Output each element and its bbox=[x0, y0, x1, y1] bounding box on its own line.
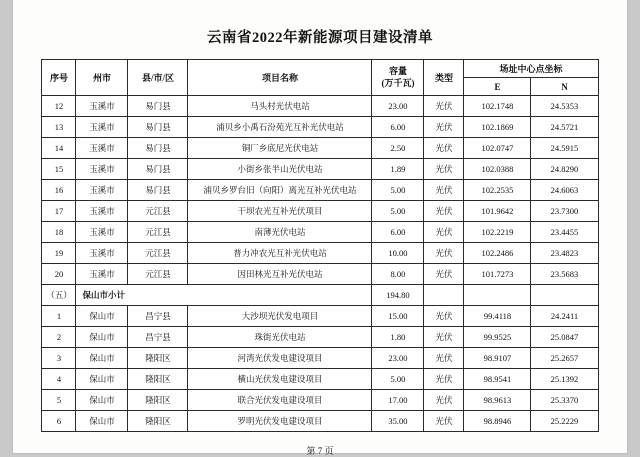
cell-coord-n: 24.6063 bbox=[531, 180, 598, 201]
capacity-label-line2: (万千瓦) bbox=[381, 77, 415, 88]
cell-coord-n: 25.3370 bbox=[531, 390, 598, 411]
cell-type: 光伏 bbox=[424, 306, 464, 327]
subtotal-row bbox=[42, 285, 598, 306]
cell-coord-e: 98.9613 bbox=[464, 390, 531, 411]
cell-capacity: 35.00 bbox=[372, 411, 424, 432]
cell-seq: 5 bbox=[42, 390, 76, 411]
cell-type: 光伏 bbox=[424, 327, 464, 348]
cell-type: 光伏 bbox=[424, 243, 464, 264]
cell-coord-n: 25.2229 bbox=[531, 411, 598, 432]
col-header-coords-group: 场址中心点坐标 bbox=[464, 60, 598, 78]
cell-coord-e: 101.9642 bbox=[464, 201, 531, 222]
cell-seq: 19 bbox=[42, 243, 76, 264]
cell-prefecture: 玉溪市 bbox=[76, 117, 128, 138]
cell-subtotal-capacity: 194.80 bbox=[372, 285, 424, 306]
cell-subtotal-coord-n bbox=[531, 285, 598, 306]
cell-coord-n: 23.5683 bbox=[531, 264, 598, 285]
col-header-project-name: 项目名称 bbox=[188, 60, 372, 96]
cell-capacity: 5.00 bbox=[372, 201, 424, 222]
cell-coord-e: 102.0388 bbox=[464, 159, 531, 180]
page-number: 第 7 页 bbox=[306, 446, 334, 456]
cell-project-name: 珠街光伏电站 bbox=[188, 327, 372, 348]
table-row bbox=[42, 327, 598, 348]
cell-project-name: 普力冲农光互补光伏电站 bbox=[188, 243, 372, 264]
document-page bbox=[13, 0, 627, 456]
cell-coord-n: 24.5915 bbox=[531, 138, 598, 159]
table-row bbox=[42, 411, 598, 432]
cell-coord-e: 102.2486 bbox=[464, 243, 531, 264]
cell-type: 光伏 bbox=[424, 222, 464, 243]
cell-seq: 18 bbox=[42, 222, 76, 243]
cell-county: 昌宁县 bbox=[128, 306, 188, 327]
cell-county: 易门县 bbox=[128, 117, 188, 138]
cell-type: 光伏 bbox=[424, 201, 464, 222]
cell-coord-e: 102.1748 bbox=[464, 96, 531, 117]
cell-prefecture: 保山市 bbox=[76, 348, 128, 369]
table-row bbox=[42, 264, 598, 285]
cell-coord-e: 99.4118 bbox=[464, 306, 531, 327]
cell-capacity: 15.00 bbox=[372, 306, 424, 327]
cell-subtotal-label: 保山市小计 bbox=[76, 285, 372, 306]
cell-type: 光伏 bbox=[424, 264, 464, 285]
cell-coord-n: 24.5353 bbox=[531, 96, 598, 117]
cell-coord-e: 98.9541 bbox=[464, 369, 531, 390]
cell-county: 隆阳区 bbox=[128, 411, 188, 432]
table-row bbox=[42, 222, 598, 243]
table-row bbox=[42, 117, 598, 138]
cell-type: 光伏 bbox=[424, 117, 464, 138]
project-list-table bbox=[41, 59, 598, 432]
cell-capacity: 10.00 bbox=[372, 243, 424, 264]
table-row bbox=[42, 201, 598, 222]
cell-capacity: 1.89 bbox=[372, 159, 424, 180]
cell-project-name: 铜厂乡底尼光伏电站 bbox=[188, 138, 372, 159]
cell-type: 光伏 bbox=[424, 180, 464, 201]
capacity-label-line1: 容量 bbox=[388, 66, 407, 77]
cell-project-name: 河湾光伏发电建设项目 bbox=[188, 348, 372, 369]
cell-county: 元江县 bbox=[128, 243, 188, 264]
cell-project-name: 小街乡张半山光伏电站 bbox=[188, 159, 372, 180]
cell-prefecture: 保山市 bbox=[76, 327, 128, 348]
cell-seq: 16 bbox=[42, 180, 76, 201]
col-header-type: 类型 bbox=[424, 60, 464, 96]
cell-seq: 15 bbox=[42, 159, 76, 180]
cell-capacity: 17.00 bbox=[372, 390, 424, 411]
cell-coord-n: 23.4823 bbox=[531, 243, 598, 264]
table-body bbox=[42, 96, 598, 432]
cell-seq: 13 bbox=[42, 117, 76, 138]
cell-prefecture: 保山市 bbox=[76, 411, 128, 432]
cell-coord-e: 98.9107 bbox=[464, 348, 531, 369]
col-header-capacity bbox=[372, 60, 424, 96]
cell-project-name: 大沙坝光伏发电项目 bbox=[188, 306, 372, 327]
cell-subtotal-coord-e bbox=[464, 285, 531, 306]
cell-prefecture: 玉溪市 bbox=[76, 201, 128, 222]
cell-subtotal-seq: （五） bbox=[42, 285, 76, 306]
cell-seq: 17 bbox=[42, 201, 76, 222]
cell-coord-n: 25.1392 bbox=[531, 369, 598, 390]
cell-prefecture: 玉溪市 bbox=[76, 96, 128, 117]
cell-coord-n: 24.2411 bbox=[531, 306, 598, 327]
cell-capacity: 1.80 bbox=[372, 327, 424, 348]
cell-county: 易门县 bbox=[128, 159, 188, 180]
cell-coord-e: 101.7273 bbox=[464, 264, 531, 285]
cell-coord-n: 24.5721 bbox=[531, 117, 598, 138]
cell-capacity: 6.00 bbox=[372, 222, 424, 243]
cell-project-name: 横山光伏发电建设项目 bbox=[188, 369, 372, 390]
cell-type: 光伏 bbox=[424, 369, 464, 390]
page-title: 云南省2022年新能源项目建设清单 bbox=[207, 30, 433, 46]
cell-capacity: 6.00 bbox=[372, 117, 424, 138]
cell-project-name: 浦贝乡罗台旧（向阳）离光互补光伏电站 bbox=[188, 180, 372, 201]
cell-coord-n: 23.4455 bbox=[531, 222, 598, 243]
cell-seq: 2 bbox=[42, 327, 76, 348]
table-row bbox=[42, 96, 598, 117]
cell-coord-n: 25.0847 bbox=[531, 327, 598, 348]
cell-coord-e: 102.1869 bbox=[464, 117, 531, 138]
cell-prefecture: 玉溪市 bbox=[76, 159, 128, 180]
cell-type: 光伏 bbox=[424, 96, 464, 117]
cell-prefecture: 保山市 bbox=[76, 390, 128, 411]
cell-capacity: 2.50 bbox=[372, 138, 424, 159]
cell-type: 光伏 bbox=[424, 390, 464, 411]
cell-county: 元江县 bbox=[128, 222, 188, 243]
cell-county: 昌宁县 bbox=[128, 327, 188, 348]
cell-type: 光伏 bbox=[424, 138, 464, 159]
cell-county: 隆阳区 bbox=[128, 369, 188, 390]
cell-county: 易门县 bbox=[128, 138, 188, 159]
cell-project-name: 南薄光伏电站 bbox=[188, 222, 372, 243]
table-row bbox=[42, 138, 598, 159]
cell-prefecture: 保山市 bbox=[76, 306, 128, 327]
col-header-prefecture: 州市 bbox=[76, 60, 128, 96]
cell-county: 易门县 bbox=[128, 180, 188, 201]
cell-coord-n: 25.2657 bbox=[531, 348, 598, 369]
cell-coord-e: 102.0747 bbox=[464, 138, 531, 159]
cell-capacity: 5.00 bbox=[372, 369, 424, 390]
table-row bbox=[42, 306, 598, 327]
table-row bbox=[42, 390, 598, 411]
cell-prefecture: 玉溪市 bbox=[76, 264, 128, 285]
col-header-coord-n: N bbox=[531, 78, 598, 96]
cell-coord-n: 24.8290 bbox=[531, 159, 598, 180]
table-row bbox=[42, 243, 598, 264]
cell-coord-n: 23.7300 bbox=[531, 201, 598, 222]
cell-capacity: 5.00 bbox=[372, 180, 424, 201]
table-row bbox=[42, 348, 598, 369]
cell-project-name: 马头村光伏电站 bbox=[188, 96, 372, 117]
cell-coord-e: 102.2535 bbox=[464, 180, 531, 201]
cell-type: 光伏 bbox=[424, 348, 464, 369]
cell-coord-e: 99.9525 bbox=[464, 327, 531, 348]
cell-prefecture: 玉溪市 bbox=[76, 222, 128, 243]
cell-prefecture: 保山市 bbox=[76, 369, 128, 390]
col-header-seq: 序号 bbox=[42, 60, 76, 96]
cell-coord-e: 102.2219 bbox=[464, 222, 531, 243]
cell-prefecture: 玉溪市 bbox=[76, 138, 128, 159]
col-header-coord-e: E bbox=[464, 78, 531, 96]
cell-seq: 1 bbox=[42, 306, 76, 327]
cell-type: 光伏 bbox=[424, 411, 464, 432]
cell-seq: 14 bbox=[42, 138, 76, 159]
cell-seq: 3 bbox=[42, 348, 76, 369]
cell-county: 易门县 bbox=[128, 96, 188, 117]
cell-seq: 12 bbox=[42, 96, 76, 117]
cell-county: 元江县 bbox=[128, 264, 188, 285]
table-header bbox=[42, 60, 598, 96]
cell-capacity: 8.00 bbox=[372, 264, 424, 285]
cell-prefecture: 玉溪市 bbox=[76, 243, 128, 264]
cell-county: 隆阳区 bbox=[128, 348, 188, 369]
cell-seq: 4 bbox=[42, 369, 76, 390]
cell-capacity: 23.00 bbox=[372, 348, 424, 369]
table-row bbox=[42, 159, 598, 180]
cell-coord-e: 98.8946 bbox=[464, 411, 531, 432]
table-row bbox=[42, 180, 598, 201]
cell-subtotal-type bbox=[424, 285, 464, 306]
cell-project-name: 联合光伏发电建设项目 bbox=[188, 390, 372, 411]
cell-type: 光伏 bbox=[424, 159, 464, 180]
cell-project-name: 因田林光互补光伏电站 bbox=[188, 264, 372, 285]
cell-prefecture: 玉溪市 bbox=[76, 180, 128, 201]
cell-seq: 20 bbox=[42, 264, 76, 285]
col-header-county: 县/市/区 bbox=[128, 60, 188, 96]
cell-project-name: 干坝农光互补光伏项目 bbox=[188, 201, 372, 222]
cell-county: 元江县 bbox=[128, 201, 188, 222]
cell-seq: 6 bbox=[42, 411, 76, 432]
cell-project-name: 罗明光伏发电建设项目 bbox=[188, 411, 372, 432]
cell-project-name: 浦贝乡小禹石汾苑光互补光伏电站 bbox=[188, 117, 372, 138]
cell-county: 隆阳区 bbox=[128, 390, 188, 411]
table-row bbox=[42, 369, 598, 390]
cell-capacity: 23.00 bbox=[372, 96, 424, 117]
